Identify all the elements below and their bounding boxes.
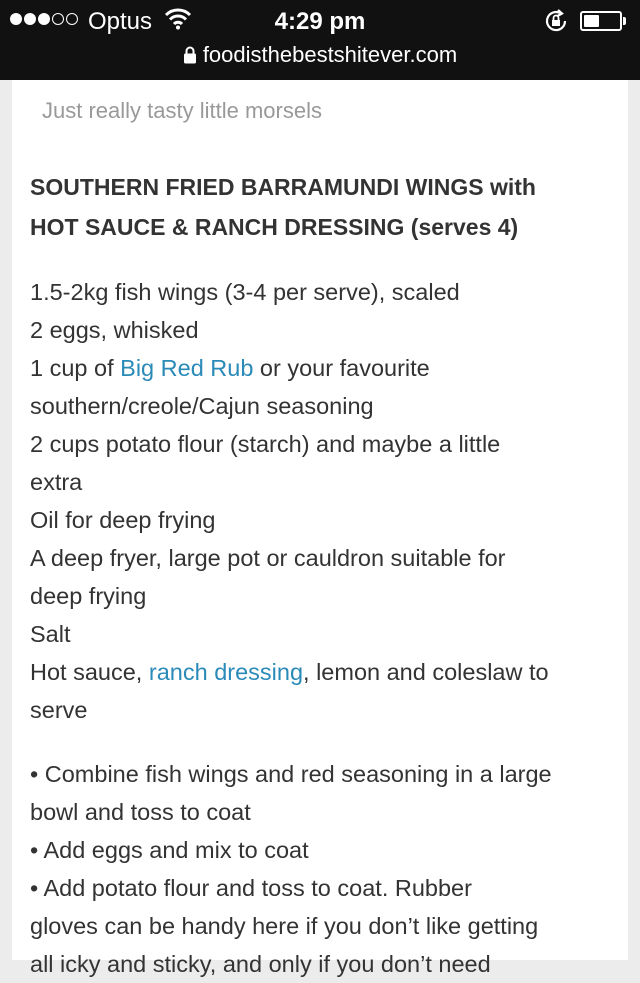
battery-tip (623, 17, 626, 25)
url-text: foodisthebestshitever.com (202, 42, 458, 67)
step-line: all icky and sticky, and only if you don’t need (30, 951, 491, 977)
battery-level (584, 15, 599, 27)
title-line: SOUTHERN FRIED BARRAMUNDI WINGS with (30, 174, 536, 200)
image-caption: Just really tasty little morsels (42, 98, 322, 123)
carrier-name: Optus (88, 8, 153, 35)
ingredient-line: Salt (30, 621, 71, 647)
step-line: gloves can be handy here if you don’t like getting (30, 913, 539, 939)
title-line: HOT SAUCE & RANCH DRESSING (serves 4) (30, 214, 519, 240)
address-bar[interactable] (0, 40, 640, 70)
ingredient-line: 2 eggs, whisked (30, 317, 199, 343)
ingredient-line: Oil for deep frying (30, 507, 216, 533)
ingredient-line: 2 cups potato flour (starch) and maybe a little (30, 431, 501, 457)
ingredient-line: extra (30, 469, 83, 495)
padlock-icon (183, 46, 197, 64)
ingredient-line (30, 653, 610, 691)
ingredient-line: 1.5-2kg fish wings (3-4 per serve), scaled (30, 279, 460, 305)
method-steps (30, 755, 610, 983)
ingredient-text: or your favourite (253, 355, 430, 381)
ingredient-line: southern/creole/Cajun seasoning (30, 393, 374, 419)
clock: 4:29 pm (274, 8, 366, 35)
ingredient-line: deep frying (30, 583, 147, 609)
page-content (12, 80, 628, 977)
battery-icon (580, 11, 622, 31)
ingredient-line (30, 349, 610, 387)
ingredient-text: Hot sauce, (30, 659, 149, 685)
ingredient-line: serve (30, 697, 88, 723)
ingredient-text: 1 cup of (30, 355, 121, 381)
status-bar (0, 0, 640, 80)
recipe-title (30, 167, 610, 247)
step-line: bowl and toss to coat (30, 799, 251, 825)
ingredient-text: , lemon and coleslaw to (303, 659, 549, 685)
ingredients-list (30, 273, 610, 729)
step-line: • Combine fish wings and red seasoning in a large (30, 761, 552, 787)
ranch-dressing-link[interactable]: ranch dressing (148, 659, 304, 685)
ingredient-line: A deep fryer, large pot or cauldron suitable for (30, 545, 506, 571)
step-line: • Add potato flour and toss to coat. Rubber (30, 875, 472, 901)
rotation-lock-icon (543, 8, 569, 34)
big-red-rub-link[interactable]: Big Red Rub (120, 355, 254, 381)
step-line: • Add eggs and mix to coat (30, 837, 309, 863)
